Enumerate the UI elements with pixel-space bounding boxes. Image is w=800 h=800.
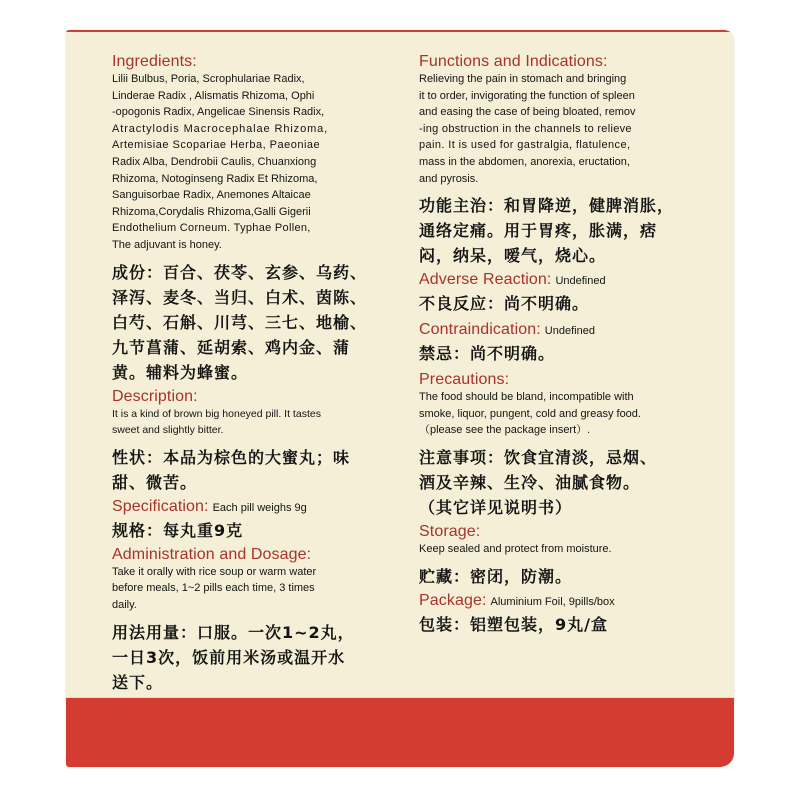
text-line: Artemisiae Scopariae Herba, Paeoniae xyxy=(112,139,321,152)
text-line: 白芍、石斛、川芎、三七、地榆、 xyxy=(112,312,368,332)
text-line: 泽泻、麦冬、当归、白术、茵陈、 xyxy=(112,287,368,307)
text-line: 禁忌：尚不明确。 xyxy=(419,344,556,364)
ingredients-english xyxy=(112,71,398,254)
storage-english xyxy=(419,541,709,558)
description-heading: Description: xyxy=(112,387,198,405)
text-line: 规格：每丸重9克 xyxy=(112,520,244,540)
storage-chinese xyxy=(419,564,709,589)
text-line: Relieving the pain in stomach and bringing xyxy=(419,73,627,85)
text-line: 性状：本品为棕色的大蜜丸；味 xyxy=(112,447,351,467)
text-line: Atractylodis Macrocephalae Rhizoma, xyxy=(112,122,329,135)
text-line: Keep sealed and protect from moisture. xyxy=(419,542,612,555)
administration-section xyxy=(112,545,398,695)
package-chinese xyxy=(419,612,709,637)
text-line: 酒及辛辣、生冷、油腻食物。 xyxy=(419,472,641,492)
text-line: The adjuvant is honey. xyxy=(112,238,222,251)
text-line: 通络定痛。用于胃疼，胀满，痞 xyxy=(419,221,658,241)
precautions-section xyxy=(419,370,709,520)
text-line: 包装：铝塑包装，9丸/盒 xyxy=(419,614,608,634)
administration-heading: Administration and Dosage: xyxy=(112,545,312,563)
administration-english xyxy=(112,564,398,614)
description-english xyxy=(112,406,398,439)
right-column xyxy=(419,52,709,639)
ingredients-heading: Ingredients: xyxy=(112,53,197,70)
text-line: Radix Alba, Dendrobii Caulis, Chuanxiong xyxy=(112,155,317,168)
contraindication-value: Undefined xyxy=(544,325,595,338)
description-section xyxy=(112,387,398,495)
functions-chinese xyxy=(419,193,709,268)
text-line: before meals, 1~2 pills each time, 3 times xyxy=(112,582,315,595)
left-column xyxy=(112,52,398,697)
package-section xyxy=(419,591,709,637)
package-heading xyxy=(419,591,709,612)
heading-label: Adverse Reaction: xyxy=(419,271,552,289)
heading-label: Package: xyxy=(419,591,487,609)
text-line: 闷，纳呆，嗳气，烧心。 xyxy=(419,246,607,266)
text-line: pain. It is used for gastralgia, flatulence, xyxy=(419,139,631,152)
contraindication-heading xyxy=(419,320,709,341)
text-line: Linderae Radix , Alismatis Rhizoma, Ophi xyxy=(112,89,315,102)
functions-section xyxy=(419,52,709,268)
text-line: and pyrosis. xyxy=(419,172,479,185)
specification-section xyxy=(112,497,398,543)
text-line: Endothelium Corneum. Typhae Pollen, xyxy=(112,222,311,235)
text-line: Rhizoma, Notoginseng Radix Et Rhizoma, xyxy=(112,172,318,185)
text-line: The food should be bland, incompatible with xyxy=(419,391,634,404)
adverse-reaction-value: Undefined xyxy=(555,275,606,288)
precautions-heading: Precautions: xyxy=(419,371,510,389)
storage-section xyxy=(419,522,709,589)
text-line: 成份：百合、茯苓、玄参、乌药、 xyxy=(112,262,368,282)
specification-heading xyxy=(112,497,398,518)
text-line: 注意事项：饮食宜清淡，忌烟、 xyxy=(419,447,658,467)
text-line: 甜、微苦。 xyxy=(112,472,198,492)
precautions-chinese xyxy=(419,445,709,520)
administration-chinese xyxy=(112,620,398,695)
text-line: （please see the package insert）. xyxy=(419,424,591,437)
text-line: -ing obstruction in the channels to relieve xyxy=(419,122,632,135)
text-line: 黄。辅料为蜂蜜。 xyxy=(112,362,249,382)
text-line: 用法用量：口服。一次1~2丸， xyxy=(112,622,355,642)
text-line: Rhizoma,Corydalis Rhizoma,Galli Gigerii xyxy=(112,205,311,218)
text-line: It is a kind of brown big honeyed pill. It tastes xyxy=(112,407,321,420)
adverse-reaction-chinese xyxy=(419,291,709,316)
ingredients-section xyxy=(112,52,398,385)
text-line: 一日3次，饭前用米汤或温开水 xyxy=(112,647,346,667)
medicine-box-back-panel xyxy=(66,30,734,767)
functions-english xyxy=(419,71,709,187)
text-line: -opogonis Radix, Angelicae Sinensis Radix, xyxy=(112,106,325,119)
text-line: and easing the case of being bloated, remov xyxy=(419,106,636,119)
text-line: sweet and slightly bitter. xyxy=(112,424,224,437)
text-line: Take it orally with rice soup or warm water xyxy=(112,565,317,578)
adverse-reaction-section xyxy=(419,270,709,316)
description-chinese xyxy=(112,445,398,495)
text-line: smoke, liquor, pungent, cold and greasy food. xyxy=(419,407,641,420)
text-line: it to order, invigorating the function of spleen xyxy=(419,89,635,102)
contraindication-chinese xyxy=(419,341,709,366)
precautions-english xyxy=(419,389,709,439)
text-line: （其它详见说明书） xyxy=(419,497,573,517)
package-value: Aluminium Foil, 9pills/box xyxy=(490,595,615,608)
storage-heading: Storage: xyxy=(419,522,481,540)
adverse-reaction-heading xyxy=(419,270,709,291)
label-panel xyxy=(66,30,734,699)
functions-heading: Functions and Indications: xyxy=(419,53,608,70)
text-line: 贮藏：密闭，防潮。 xyxy=(419,566,573,586)
text-line: mass in the abdomen, anorexia, eructation, xyxy=(419,155,630,168)
red-bottom-band xyxy=(66,697,734,767)
text-line: daily. xyxy=(112,598,137,611)
heading-label: Contraindication: xyxy=(419,321,541,339)
text-line: 功能主治：和胃降逆，健脾消胀， xyxy=(419,196,675,216)
text-line: 不良反应：尚不明确。 xyxy=(419,294,590,314)
contraindication-section xyxy=(419,320,709,366)
specification-chinese xyxy=(112,518,398,543)
text-line: 送下。 xyxy=(112,672,164,692)
ingredients-chinese xyxy=(112,260,398,385)
specification-value: Each pill weighs 9g xyxy=(212,501,307,514)
heading-label: Specification: xyxy=(112,497,209,515)
text-line: 九节菖蒲、延胡索、鸡内金、蒲 xyxy=(112,337,351,357)
text-line: Lilii Bulbus, Poria, Scrophulariae Radix, xyxy=(112,73,305,85)
text-line: Sanguisorbae Radix, Anemones Altaicae xyxy=(112,189,311,202)
